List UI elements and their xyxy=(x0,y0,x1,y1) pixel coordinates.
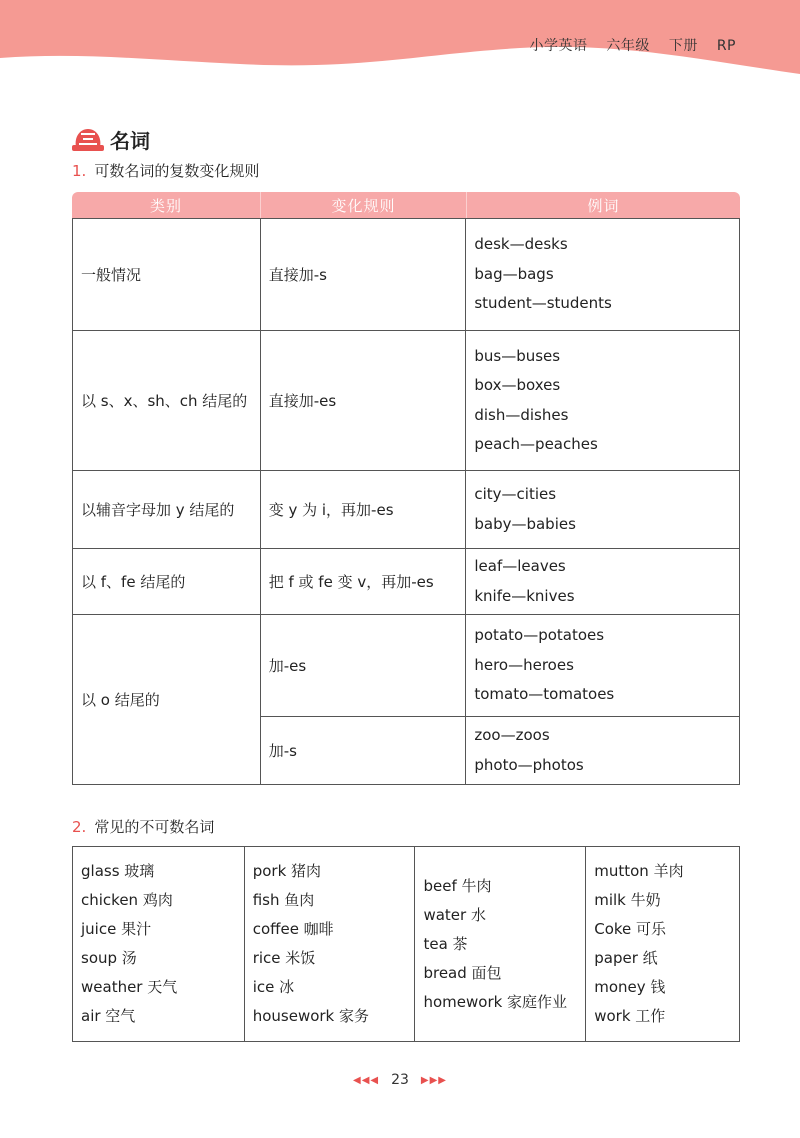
example-word: zoo—zoos xyxy=(474,726,550,744)
noun-entry: homework 家庭作业 xyxy=(423,992,568,1011)
part1-number: 1. xyxy=(72,162,87,180)
rule-cell: 变 y 为 i，再加-es xyxy=(260,471,466,549)
col-header-category: 类别 xyxy=(149,196,182,215)
rule-cell: 直接加-es xyxy=(260,331,466,471)
part1-heading xyxy=(72,160,259,181)
example-word: tomato—tomatoes xyxy=(474,685,615,704)
noun-entry: mutton 羊肉 xyxy=(594,862,684,880)
noun-entry: juice 果汁 xyxy=(81,920,152,938)
example-word: potato—potatoes xyxy=(474,626,605,645)
noun-entry: bread 面包 xyxy=(423,963,502,982)
example-word: city—cities xyxy=(474,485,557,503)
table-row xyxy=(73,331,740,471)
category-cell: 以辅音字母加 y 结尾的 xyxy=(73,471,261,549)
example-word: knife—knives xyxy=(474,586,575,605)
example-word: hero—heroes xyxy=(474,655,574,674)
noun-entry: ice 冰 xyxy=(252,978,295,996)
rule-cell: 直接加-s xyxy=(260,219,466,331)
noun-entry: money 钱 xyxy=(594,978,666,996)
noun-entry: work 工作 xyxy=(594,1007,666,1025)
part2-heading xyxy=(72,816,214,837)
noun-entry: coffee 咖啡 xyxy=(252,920,334,938)
uncountable-nouns-table xyxy=(72,846,740,1042)
noun-entry: chicken 鸡肉 xyxy=(81,891,173,909)
noun-column xyxy=(586,847,740,1042)
noun-entry: milk 牛奶 xyxy=(594,891,661,909)
part2-number: 2. xyxy=(72,818,87,836)
noun-column xyxy=(244,847,415,1042)
examples-cell xyxy=(466,717,740,785)
example-word: bus—buses xyxy=(474,346,561,365)
col-header-examples: 例词 xyxy=(466,192,740,218)
noun-entry: pork 猪肉 xyxy=(252,862,322,880)
table-row xyxy=(73,219,740,331)
example-word: desk—desks xyxy=(474,235,568,254)
table-row xyxy=(73,471,740,549)
rule-cell: 加-es xyxy=(260,615,466,717)
header-grade: 六年级 xyxy=(606,38,650,54)
category-cell: 以 o 结尾的 xyxy=(73,615,261,785)
part2-title: 常见的不可数名词 xyxy=(94,818,215,836)
noun-entry: soup 汤 xyxy=(81,949,137,967)
examples-cell xyxy=(466,331,740,471)
rule-cell: 把 f 或 fe 变 v，再加-es xyxy=(260,549,466,615)
section-badge xyxy=(72,127,104,151)
example-word: baby—babies xyxy=(474,514,576,533)
noun-entry: glass 玻璃 xyxy=(81,862,155,880)
header-info xyxy=(515,35,736,55)
noun-entry: water 水 xyxy=(423,905,486,924)
noun-entry: tea 茶 xyxy=(423,934,468,953)
page-footer xyxy=(0,1072,800,1088)
header-edition: RP xyxy=(716,38,736,54)
examples-cell xyxy=(466,615,740,717)
table-row xyxy=(73,847,740,1042)
noun-entry: air 空气 xyxy=(81,1007,136,1025)
col-header-rule: 变化规则 xyxy=(260,192,466,218)
noun-entry: housework 家务 xyxy=(252,1007,370,1025)
example-word: photo—photos xyxy=(474,755,584,774)
example-word: dish—dishes xyxy=(474,405,569,424)
left-arrows-icon: ◀◀◀ xyxy=(353,1074,380,1086)
right-arrows-icon: ▶▶▶ xyxy=(420,1074,447,1086)
plural-table-header xyxy=(72,192,740,218)
header-volume: 下册 xyxy=(668,38,698,54)
noun-entry: rice 米饭 xyxy=(252,949,316,967)
noun-entry: Coke 可乐 xyxy=(594,920,667,938)
example-word: leaf—leaves xyxy=(474,557,566,575)
header-subject: 小学英语 xyxy=(529,38,588,54)
examples-cell xyxy=(466,549,740,615)
example-word: bag—bags xyxy=(474,264,554,283)
table-row xyxy=(73,549,740,615)
noun-entry: paper 纸 xyxy=(594,949,658,967)
part1-title: 可数名词的复数变化规则 xyxy=(94,162,260,180)
category-cell: 一般情况 xyxy=(73,219,261,331)
noun-column xyxy=(415,847,586,1042)
example-word: peach—peaches xyxy=(474,435,598,453)
section-title: 名词 xyxy=(110,128,150,153)
plural-rules-table xyxy=(72,218,740,785)
table-row xyxy=(73,615,740,717)
section-heading xyxy=(72,124,150,154)
category-cell: 以 f、fe 结尾的 xyxy=(73,549,261,615)
example-word: student—students xyxy=(474,294,612,313)
category-cell: 以 s、x、sh、ch 结尾的 xyxy=(73,331,261,471)
rule-cell: 加-s xyxy=(260,717,466,785)
page-number: 23 xyxy=(391,1072,409,1088)
example-word: box—boxes xyxy=(474,376,561,394)
noun-entry: weather 天气 xyxy=(81,978,178,996)
noun-column xyxy=(73,847,245,1042)
noun-entry: beef 牛肉 xyxy=(423,876,492,895)
examples-cell xyxy=(466,471,740,549)
examples-cell xyxy=(466,219,740,331)
noun-entry: fish 鱼肉 xyxy=(252,891,315,909)
